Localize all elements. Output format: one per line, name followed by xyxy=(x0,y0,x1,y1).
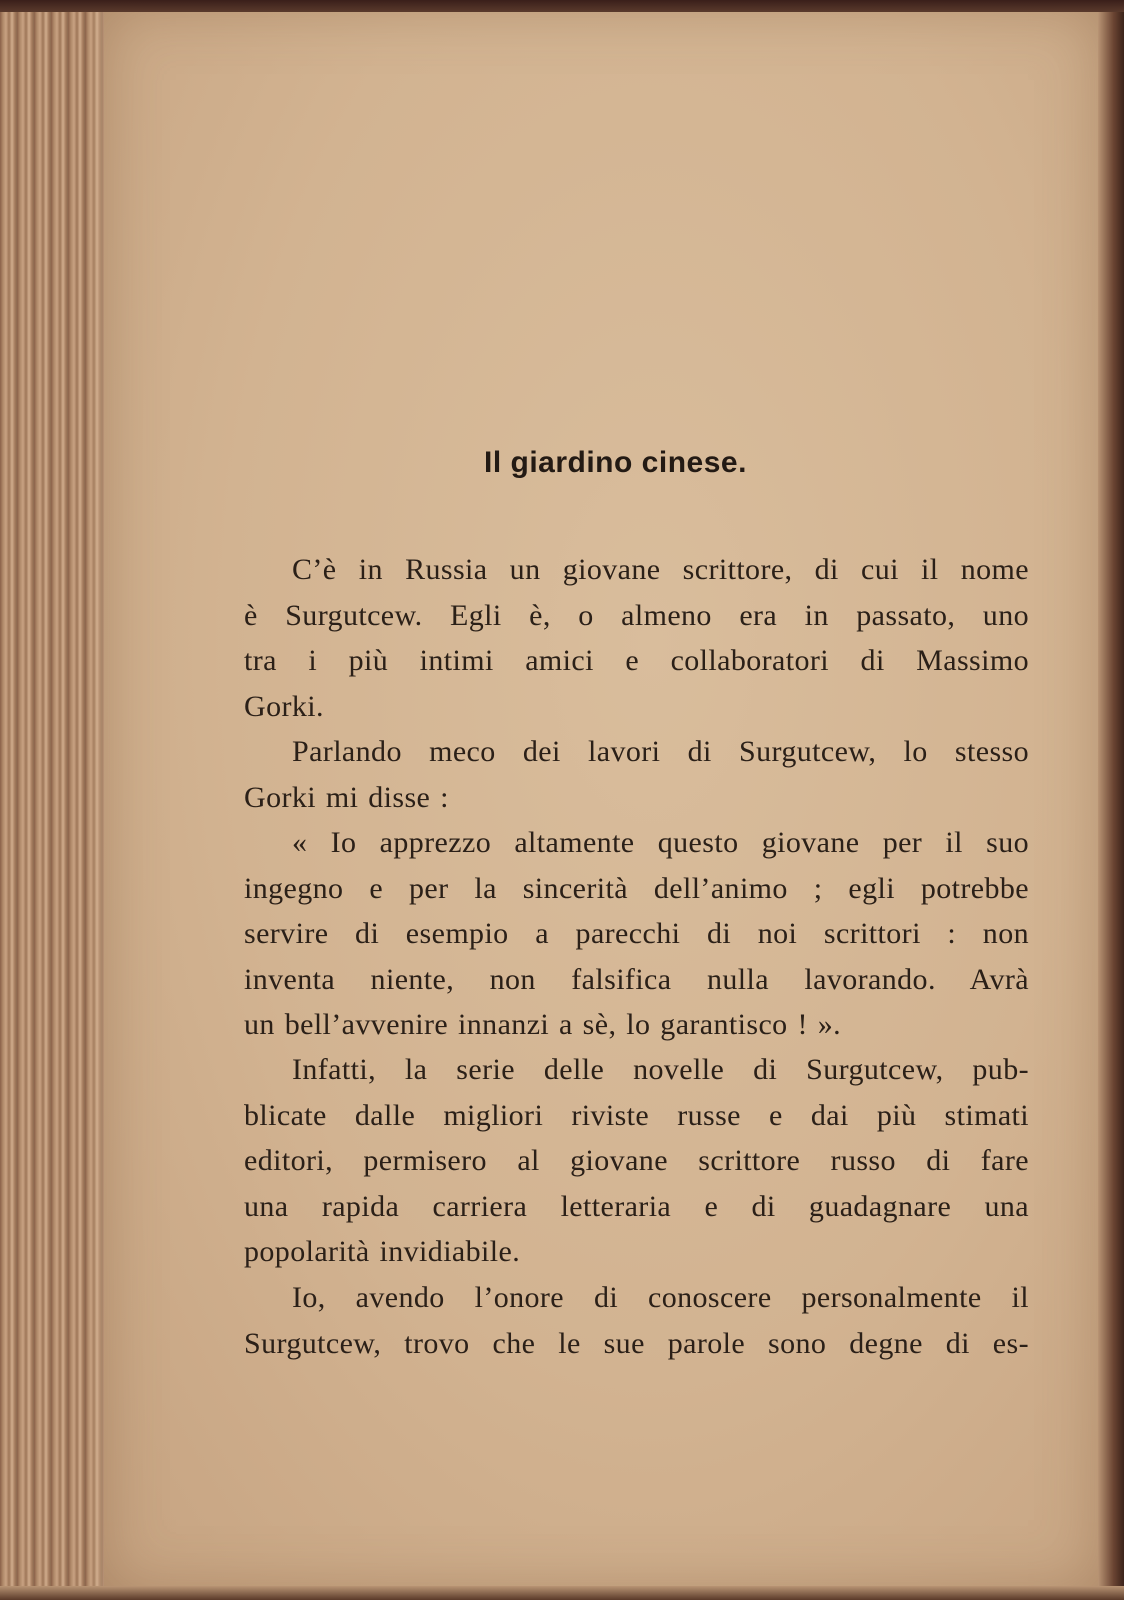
paragraph-4 xyxy=(244,1047,1029,1275)
paragraph-2 xyxy=(244,729,1029,820)
text-line: servire di esempio a parecchi di noi scrittori : non xyxy=(244,917,1029,950)
bottom-binding-edge xyxy=(0,1586,1124,1600)
text-line: ingegno e per la sincerità dell’animo ; egli potrebbe xyxy=(244,871,1029,905)
text-line: tra i più intimi amici e collaboratori di Massimo xyxy=(244,644,1029,677)
text-line: popolarità invidiabile. xyxy=(244,1235,521,1268)
text-line: è Surgutcew. Egli è, o almeno era in passato, uno xyxy=(244,598,1029,632)
text-line: « Io apprezzo altamente questo giovane per il suo xyxy=(292,826,1029,859)
text-line: inventa niente, non falsifica nulla lavorando. Avrà xyxy=(244,962,1029,996)
text-line: Gorki mi disse : xyxy=(244,780,449,814)
text-line: editori, permisero al giovane scrittore russo di fare xyxy=(244,1144,1029,1177)
paragraph-5 xyxy=(244,1275,1029,1366)
paragraph-3 xyxy=(244,820,1029,1048)
paragraph-1 xyxy=(244,547,1029,729)
text-line: Io, avendo l’onore di conoscere personalmente il xyxy=(292,1281,1029,1314)
text-line: Infatti, la serie delle novelle di Surgutcew, pub- xyxy=(292,1053,1029,1086)
text-line: Gorki. xyxy=(244,689,324,723)
text-line: una rapida carriera letteraria e di guadagnare una xyxy=(244,1189,1029,1223)
top-binding-edge xyxy=(0,0,1124,12)
chapter-title: Il giardino cinese. xyxy=(484,446,747,479)
text-line: Surgutcew, trovo che le sue parole sono degne di es- xyxy=(244,1326,1029,1360)
stacked-page-edges xyxy=(0,0,118,1600)
text-line: un bell’avvenire innanzi a sè, lo garantisco ! ». xyxy=(244,1008,842,1041)
text-line: C’è in Russia un giovane scrittore, di cui il nome xyxy=(292,553,1029,586)
right-binding-edge xyxy=(1098,0,1124,1600)
text-line: blicate dalle migliori riviste russe e dai più stimati xyxy=(244,1098,1029,1132)
text-line: Parlando meco dei lavori di Surgutcew, lo stesso xyxy=(292,735,1029,768)
